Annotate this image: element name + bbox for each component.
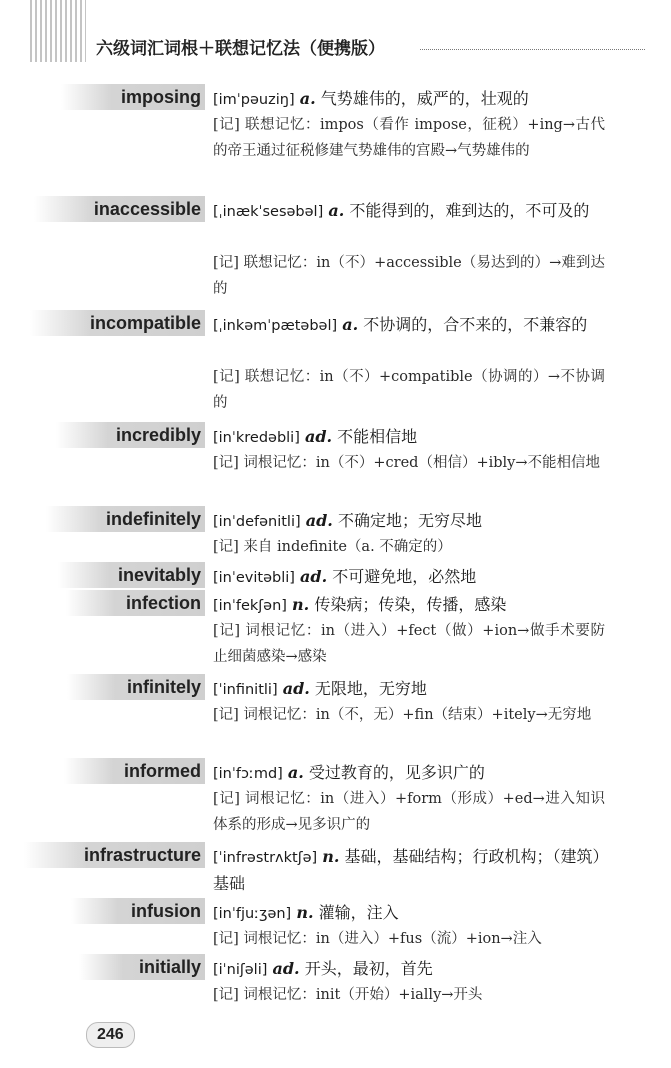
memory-note: [记] 来自 indefinite（a. 不确定的） (213, 539, 452, 555)
definition (213, 956, 608, 983)
headword: informed (64, 758, 205, 784)
header-dotted-rule (420, 49, 645, 50)
phonetic: [inˈfɔːmd] (213, 766, 283, 782)
definition (213, 760, 608, 787)
header-hatch-decoration (30, 0, 86, 62)
part-of-speech: a. (299, 89, 316, 108)
headword: imposing (61, 84, 205, 110)
meaning: 灌输，注入 (313, 903, 399, 922)
entry-inaccessible (0, 196, 671, 302)
phonetic: [inˈdefənitli] (213, 514, 301, 530)
part-of-speech: ad. (282, 679, 310, 698)
memory-note: [记] 联想记忆：impos（看作 impose，征税）+ing→古代的帝王通过征税修建气势雄伟的宫殿→气势雄伟的 (213, 117, 605, 159)
part-of-speech: a. (287, 763, 304, 782)
meaning: 气势雄伟的，威严的，壮观的 (315, 89, 529, 108)
definition (213, 564, 608, 591)
definition (213, 844, 608, 897)
phonetic: [inˈevitəbli] (213, 570, 295, 586)
page-number: 246 (86, 1022, 135, 1048)
phonetic: [ˈinfrəstrʌktʃə] (213, 850, 318, 866)
meaning: 受过教育的，见多识广的 (303, 763, 485, 782)
part-of-speech: ad. (304, 427, 333, 446)
headword: indefinitely (46, 506, 205, 532)
part-of-speech: n. (322, 847, 340, 866)
headword: infection (66, 590, 205, 616)
meaning: 不能相信地 (332, 427, 418, 446)
memory-note: [记] 联想记忆：in（不）+compatible（协调的）→不协调的 (213, 369, 605, 411)
part-of-speech: a. (328, 201, 345, 220)
part-of-speech: ad. (305, 511, 333, 530)
memory-note: [记] 词根记忆：in（进入）+form（形成）+ed→进入知识体系的形成→见多识广的 (213, 791, 605, 833)
definition (213, 508, 608, 535)
meaning: 不协调的，合不来的，不兼容的 (358, 315, 588, 334)
memory-note: [记] 联想记忆：in（不）+accessible（易达到的）→难到达的 (213, 255, 605, 297)
memory-note: [记] 词根记忆：init（开始）+ially→开头 (213, 987, 483, 1003)
meaning: 不能得到的，难到达的，不可及的 (344, 201, 590, 220)
definition (213, 86, 608, 113)
part-of-speech: a. (342, 315, 359, 334)
entry-initially (0, 954, 671, 1008)
memory-note: [记] 词根记忆：in（不）+cred（相信）+ibly→不能相信地 (213, 455, 601, 471)
entry-incompatible (0, 310, 671, 416)
headword: infusion (71, 898, 205, 924)
phonetic: [ˌinkəmˈpætəbəl] (213, 318, 338, 334)
meaning: 开头，最初，首先 (299, 959, 433, 978)
memory-note: [记] 词根记忆：in（进入）+fus（流）+ion→注入 (213, 931, 542, 947)
entry-informed (0, 758, 671, 838)
header-title: 六级词汇词根＋联想记忆法（便携版） (96, 34, 391, 59)
phonetic: [ˌinækˈsesəbəl] (213, 204, 324, 220)
meaning: 无限地，无穷地 (309, 679, 427, 698)
phonetic: [ˈinfinitli] (213, 682, 278, 698)
definition (213, 592, 608, 619)
phonetic: [inˈfjuːʒən] (213, 906, 292, 922)
entry-infrastructure (0, 842, 671, 896)
part-of-speech: ad. (272, 959, 300, 978)
entry-infinitely (0, 674, 671, 728)
entry-infection (0, 590, 671, 670)
entry-incredibly (0, 422, 671, 476)
headword: initially (79, 954, 205, 980)
memory-note: [记] 词根记忆：in（不，无）+fin（结束）+itely→无穷地 (213, 707, 592, 723)
headword: infrastructure (24, 842, 205, 868)
phonetic: [imˈpəuziŋ] (213, 92, 295, 108)
meaning: 基础，基础结构；行政机构；（建筑）基础 (213, 847, 601, 893)
phonetic: [iˈniʃəli] (213, 962, 268, 978)
meaning: 不确定地；无穷尽地 (332, 511, 482, 530)
entry-imposing (0, 84, 671, 164)
entry-indefinitely (0, 506, 671, 560)
part-of-speech: ad. (300, 567, 328, 586)
headword: incompatible (30, 310, 205, 336)
phonetic: [inˈfekʃən] (213, 598, 287, 614)
headword: inevitably (58, 562, 205, 588)
meaning: 传染病；传染，传播，感染 (309, 595, 507, 614)
memory-note: [记] 词根记忆：in（进入）+fect（做）+ion→做手术要防止细菌感染→感染 (213, 623, 605, 665)
definition (213, 424, 608, 451)
meaning: 不可避免地，必然地 (327, 567, 477, 586)
headword: infinitely (67, 674, 205, 700)
definition (213, 198, 608, 225)
definition (213, 312, 608, 339)
headword: incredibly (56, 422, 205, 448)
definition (213, 676, 608, 703)
part-of-speech: n. (292, 595, 310, 614)
phonetic: [inˈkredəbli] (213, 430, 300, 446)
entry-infusion (0, 898, 671, 952)
headword: inaccessible (34, 196, 205, 222)
page-header (0, 0, 671, 70)
part-of-speech: n. (296, 903, 314, 922)
definition (213, 900, 608, 927)
entry-inevitably (0, 562, 671, 590)
